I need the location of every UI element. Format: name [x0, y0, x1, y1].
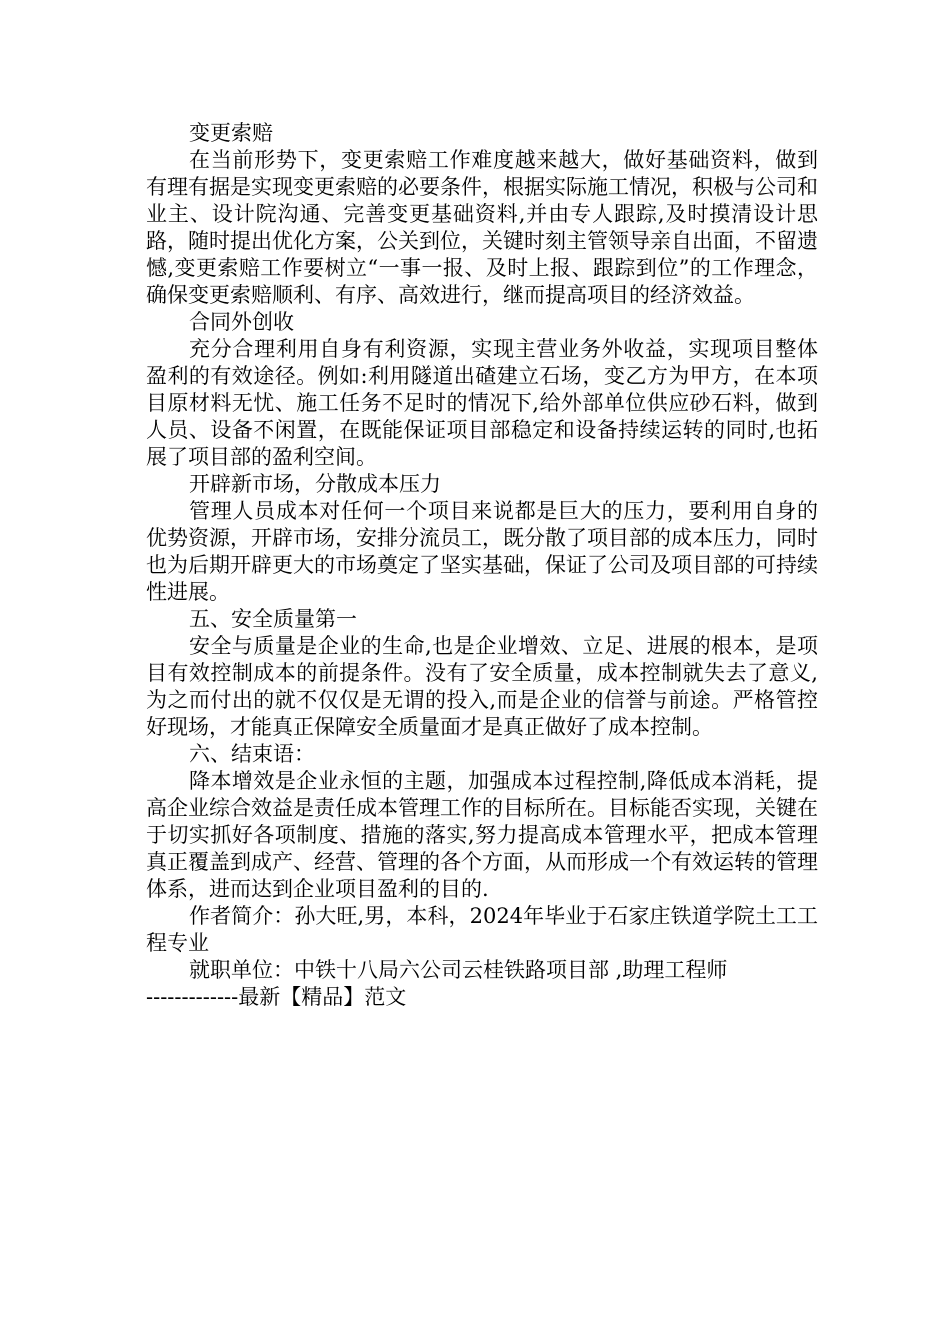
paragraph-new-market: 管理人员成本对任何一个项目来说都是巨大的压力，要利用自身的优势资源，开辟市场，安排分流员工，既分散了项目部的成本压力，同时也为后期开辟更大的市场奠定了坚实基础，保证了公司及项目部的可持续性进展。: [146, 499, 818, 604]
paragraph-extra-contract-income: 充分合理利用自身有利资源，实现主营业务外收益，实现项目整体盈利的有效途径。例如:利用隧道出碴建立石场，变乙方为甲方，在本项目原材料无忧、施工任务不足时的情况下,给外部单位供应砂石料，做到人员、设备不闲置，在既能保证项目部稳定和设备持续运转的同时,也拓展了项目部的盈利空间。: [146, 337, 818, 469]
document-page: [146, 120, 818, 1011]
paragraph-conclusion: 降本增效是企业永恒的主题，加强成本过程控制,降低成本消耗，提高企业综合效益是责任成本管理工作的目标所在。目标能否实现，关键在于切实抓好各项制度、措施的落实,努力提高成本管理水平，把成本管理真正覆盖到成产、经营、管理的各个方面，从而形成一个有效运转的管理体系，进而达到企业项目盈利的目的.: [146, 769, 818, 901]
footer-dashes: -------------: [146, 985, 239, 1009]
section-heading-new-market: 开辟新市场，分散成本压力: [189, 472, 441, 496]
author-bio: 作者简介：孙大旺,男，本科，2024年毕业于石家庄铁道学院土工工程专业: [146, 904, 818, 955]
section-heading-safety-quality: 五、安全质量第一: [189, 607, 357, 631]
paragraph-change-claims: 在当前形势下，变更索赔工作难度越来越大，做好基础资料，做到有理有据是实现变更索赔的必要条件，根据实际施工情况，积极与公司和业主、设计院沟通、完善变更基础资料,并由专人跟踪,及时摸清设计思路，随时提出优化方案，公关到位，关键时刻主管领导亲自出面，不留遗憾,变更索赔工作要树立“一事一报、及时上报、跟踪到位”的工作理念，确保变更索赔顺利、有序、高效进行，继而提高项目的经济效益。: [146, 148, 818, 307]
footer-tagline: [146, 984, 818, 1011]
section-heading-change-claims: 变更索赔: [189, 121, 273, 145]
section-heading-extra-contract-income: 合同外创收: [189, 310, 294, 334]
footer-label: 最新【精品】范文: [238, 985, 407, 1009]
author-employer: 就职单位：中铁十八局六公司云桂铁路项目部 ,助理工程师: [189, 958, 728, 982]
paragraph-safety-quality: 安全与质量是企业的生命,也是企业增效、立足、进展的根本，是项目有效控制成本的前提条件。没有了安全质量，成本控制就失去了意义,为之而付出的就不仅仅是无谓的投入,而是企业的信誉与前途。严格管控好现场，才能真正保障安全质量面才是真正做好了成本控制。: [146, 634, 818, 739]
section-heading-conclusion: 六、结束语：: [189, 742, 315, 766]
